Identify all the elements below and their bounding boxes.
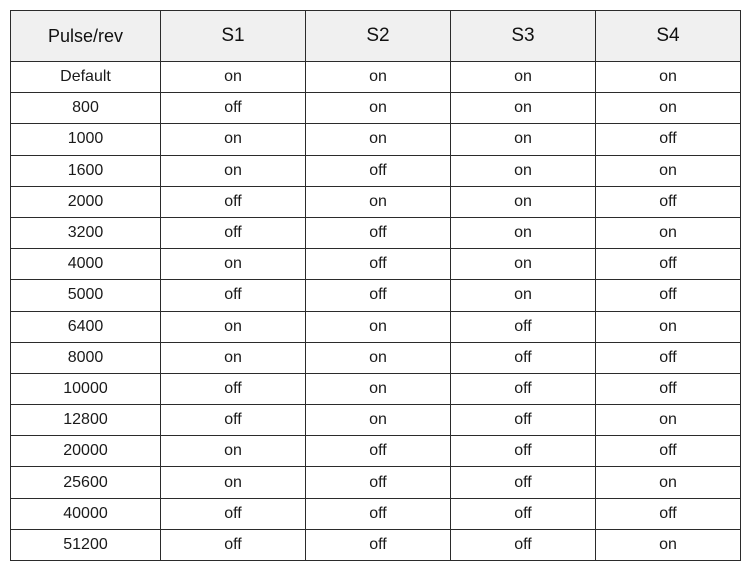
cell-s1: on [161,124,306,155]
cell-s4: off [596,498,741,529]
cell-s3: on [451,124,596,155]
cell-pulse: 1000 [11,124,161,155]
cell-s1: off [161,93,306,124]
column-header-pulse: Pulse/rev [11,11,161,62]
table-row [11,280,741,311]
cell-s4: on [596,311,741,342]
cell-s1: off [161,186,306,217]
cell-s3: on [451,186,596,217]
table-row [11,405,741,436]
table-row [11,311,741,342]
cell-s1: off [161,373,306,404]
table-row [11,373,741,404]
column-header-s4: S4 [596,11,741,62]
table-row [11,249,741,280]
cell-s3: on [451,62,596,93]
cell-pulse: 1600 [11,155,161,186]
cell-s2: on [306,311,451,342]
table-row [11,186,741,217]
table-body [11,62,741,561]
cell-s4: on [596,93,741,124]
table-row [11,342,741,373]
cell-s1: on [161,342,306,373]
cell-s4: off [596,124,741,155]
cell-s3: off [451,498,596,529]
cell-s2: off [306,529,451,560]
cell-pulse: 4000 [11,249,161,280]
cell-s4: off [596,280,741,311]
cell-s2: off [306,436,451,467]
cell-s4: on [596,62,741,93]
cell-s3: off [451,373,596,404]
cell-s1: off [161,280,306,311]
cell-pulse: 40000 [11,498,161,529]
cell-pulse: 25600 [11,467,161,498]
cell-s4: on [596,529,741,560]
cell-s3: on [451,217,596,248]
cell-pulse: Default [11,62,161,93]
cell-s3: on [451,155,596,186]
table-row [11,93,741,124]
cell-s3: off [451,529,596,560]
cell-s1: off [161,529,306,560]
cell-s2: on [306,373,451,404]
cell-s4: off [596,249,741,280]
cell-pulse: 12800 [11,405,161,436]
cell-s1: on [161,436,306,467]
cell-s2: on [306,124,451,155]
table-row [11,124,741,155]
cell-pulse: 800 [11,93,161,124]
cell-pulse: 20000 [11,436,161,467]
column-header-s3: S3 [451,11,596,62]
cell-s1: on [161,155,306,186]
cell-pulse: 5000 [11,280,161,311]
cell-s4: on [596,467,741,498]
cell-s3: off [451,342,596,373]
cell-pulse: 8000 [11,342,161,373]
cell-s4: off [596,373,741,404]
cell-s1: off [161,217,306,248]
cell-s3: off [451,311,596,342]
column-header-s1: S1 [161,11,306,62]
table-row [11,155,741,186]
cell-s2: on [306,62,451,93]
cell-s3: off [451,436,596,467]
cell-s4: on [596,155,741,186]
cell-s1: off [161,405,306,436]
table-row [11,529,741,560]
cell-s2: on [306,186,451,217]
cell-s1: off [161,498,306,529]
cell-s2: off [306,498,451,529]
cell-s1: on [161,62,306,93]
cell-s3: on [451,249,596,280]
table-row [11,217,741,248]
cell-s2: on [306,93,451,124]
cell-s4: off [596,342,741,373]
cell-s3: on [451,93,596,124]
table-row [11,467,741,498]
cell-s2: off [306,155,451,186]
cell-s3: on [451,280,596,311]
column-header-s2: S2 [306,11,451,62]
cell-s4: on [596,217,741,248]
cell-s4: off [596,436,741,467]
cell-s4: off [596,186,741,217]
cell-pulse: 2000 [11,186,161,217]
cell-pulse: 51200 [11,529,161,560]
dip-switch-table [10,10,741,561]
cell-s2: off [306,249,451,280]
header-row [11,11,741,62]
table-row [11,498,741,529]
cell-pulse: 10000 [11,373,161,404]
cell-s1: on [161,249,306,280]
cell-s4: on [596,405,741,436]
cell-s1: on [161,467,306,498]
cell-s2: off [306,467,451,498]
cell-s3: off [451,467,596,498]
table-row [11,436,741,467]
cell-pulse: 6400 [11,311,161,342]
table-row [11,62,741,93]
cell-s2: off [306,217,451,248]
cell-pulse: 3200 [11,217,161,248]
cell-s2: on [306,342,451,373]
cell-s2: on [306,405,451,436]
cell-s3: off [451,405,596,436]
cell-s2: off [306,280,451,311]
cell-s1: on [161,311,306,342]
table-header [11,11,741,62]
